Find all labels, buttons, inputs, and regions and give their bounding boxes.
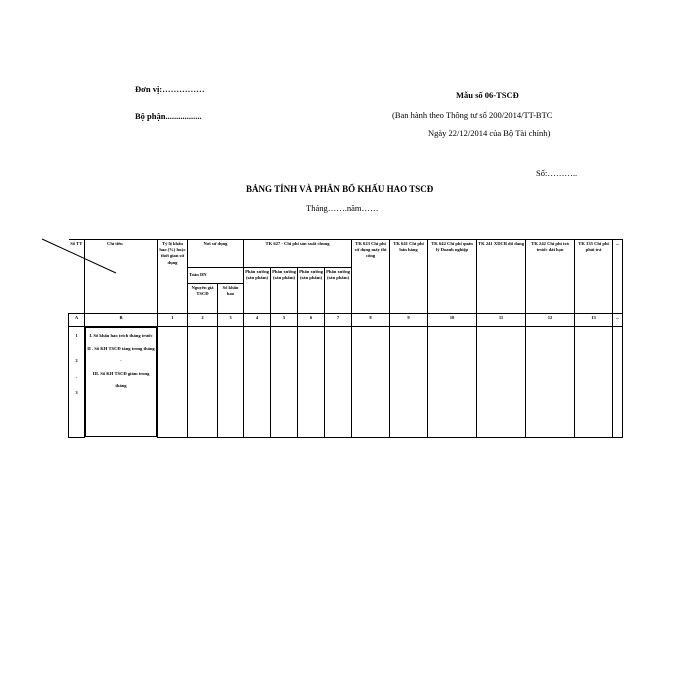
data-cell[interactable]: [271, 327, 298, 438]
row-number: 2: [75, 358, 78, 363]
header-chi-tieu: Chỉ tiêu: [85, 240, 158, 314]
data-cell[interactable]: [218, 327, 244, 438]
index-cell: 5: [271, 314, 298, 327]
header-px-1: Phân xưởng (sản phẩm): [244, 268, 271, 314]
row-label: -: [120, 358, 122, 363]
index-cell: 3: [218, 314, 244, 327]
index-cell: 9: [390, 314, 428, 327]
data-cell[interactable]: [298, 327, 325, 438]
header-nguyen-gia: Nguyên giá TSCĐ: [188, 284, 218, 314]
index-cell: B: [85, 314, 158, 327]
index-cell: ...: [613, 314, 623, 327]
row-label: I. Số khấu hao trích tháng trước: [89, 333, 153, 338]
index-cell: 2: [188, 314, 218, 327]
index-cell: A: [69, 314, 85, 327]
row-number: 3: [75, 390, 78, 395]
index-cell: 7: [325, 314, 352, 327]
data-cell[interactable]: [325, 327, 352, 438]
data-cell[interactable]: [477, 327, 526, 438]
header-tk241: TK 241 XDCB dở dang: [477, 240, 526, 314]
bo-phan-label: Bộ phận.................: [135, 111, 202, 121]
index-cell: 6: [298, 314, 325, 327]
header-tk242: TK 242 Chi phí trả trước dài hạn: [526, 240, 575, 314]
index-cell: 10: [428, 314, 477, 327]
header-px-4: Phân xưởng (sản phẩm): [325, 268, 352, 314]
page-subtitle: Tháng…….năm……: [306, 203, 379, 213]
header-more: ...: [613, 240, 623, 314]
data-cell[interactable]: [613, 327, 623, 438]
data-cell[interactable]: [390, 327, 428, 438]
so-label: Số:………..: [536, 168, 578, 178]
row-number: 1: [75, 333, 78, 338]
row-label: III. Số KH TSCĐ giảm trong tháng: [92, 370, 150, 388]
header-tk641: TK 641 Chi phí bán hàng: [390, 240, 428, 314]
depreciation-table: [68, 239, 623, 438]
data-cell[interactable]: [188, 327, 218, 438]
header-px-3: Phân xưởng (sản phẩm): [298, 268, 325, 314]
data-cell[interactable]: [244, 327, 271, 438]
index-cell: 11: [477, 314, 526, 327]
header-tk627: TK 627 - Chi phí sản xuất chung: [244, 240, 352, 268]
row-labels: [85, 327, 157, 437]
index-cell: 1: [158, 314, 188, 327]
header-stt: Số TT: [69, 240, 85, 314]
header-tk642: TK 642 Chi phí quản lý Doanh nghiệp: [428, 240, 477, 314]
header-tk623: TK 623 Chi phí sử dụng máy thi công: [352, 240, 390, 314]
data-cell[interactable]: [158, 327, 188, 438]
ban-hanh-line-1: (Ban hành theo Thông tư số 200/2014/TT-BTC: [392, 110, 553, 120]
index-cell: 13: [575, 314, 613, 327]
data-cell[interactable]: [526, 327, 575, 438]
header-so-khau-hao: Số khấu hao: [218, 284, 244, 314]
index-cell: 8: [352, 314, 390, 327]
header-toan-dn: Toàn DN: [188, 268, 244, 284]
data-cell[interactable]: [428, 327, 477, 438]
data-cell[interactable]: [352, 327, 390, 438]
header-ty-le: Tỷ lệ khấu hao (%) hoặc thời gian sử dụng: [158, 240, 188, 314]
row-number: -: [75, 375, 78, 380]
header-tk335: TK 335 Chi phí phải trả: [575, 240, 613, 314]
don-vi-label: Đơn vị:……………: [135, 84, 205, 94]
row-numbers: [69, 327, 85, 438]
header-px-2: Phân xưởng (sản phẩm): [271, 268, 298, 314]
index-cell: 12: [526, 314, 575, 327]
row-label: II . Số KH TSCĐ tăng trong tháng: [87, 345, 155, 351]
header-noi-su-dung: Nơi sử dụng: [188, 240, 244, 268]
data-cell[interactable]: [575, 327, 613, 438]
index-cell: 4: [244, 314, 271, 327]
ban-hanh-line-2: Ngày 22/12/2014 của Bộ Tài chính): [428, 128, 551, 138]
page-title: BẢNG TÍNH VÀ PHÂN BỔ KHẤU HAO TSCĐ: [246, 184, 434, 194]
mau-so-label: Mẫu số 06-TSCĐ: [456, 90, 519, 100]
